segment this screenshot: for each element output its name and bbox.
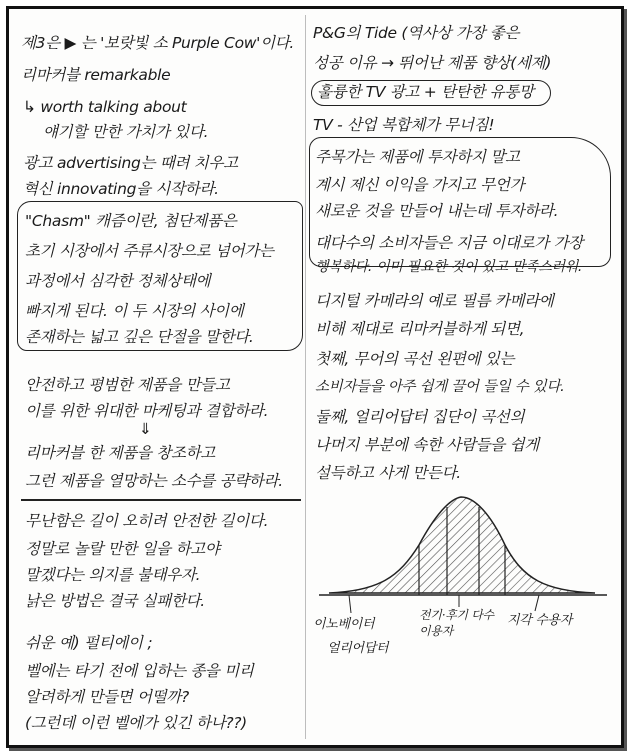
innovators-arrow [349, 595, 351, 613]
left-line-4: 얘기할 만한 가치가 있다. [43, 123, 209, 141]
left-line-19: 말겠다는 의지를 불태우자. [25, 566, 201, 584]
right-line-2: 성공 이유 → 뛰어난 제품 향상(세제) [313, 54, 552, 72]
right-line-6: 계시 제신 이익을 가지고 무언가 [315, 176, 525, 194]
right-line-9: 행복하다. 이미 필요한 것이 있고 만족스러워. [315, 259, 583, 275]
right-line-10: 디지털 카메라의 예로 필름 카메라에 [315, 292, 554, 310]
label-laggards: 지각 수용자 [507, 613, 573, 628]
right-line-7: 새로운 것을 만들어 내는데 투자하라. [315, 202, 559, 220]
label-majority: 전기·후기 다수이용자 [419, 608, 494, 638]
left-line-7: "Chasm" 캐즘이란, 첨단제품은 [25, 212, 237, 230]
label-innovators: 이노베이터 [313, 617, 375, 632]
left-line-9: 과정에서 심각한 정체상태에 [25, 272, 211, 290]
notebook-page [6, 6, 624, 748]
left-line-23: 알려하게 만들면 어떨까? [25, 688, 189, 706]
right-line-5: 주목가는 제품에 투자하지 말고 [315, 148, 520, 166]
right-line-14: 둘째, 얼리어답터 집단이 곡선의 [315, 408, 525, 426]
right-line-13: 소비자들을 아주 쉽게 끌어 들일 수 있다. [315, 379, 565, 395]
left-line-22: 벨에는 타기 전에 입하는 종을 미리 [25, 662, 254, 680]
left-line-5: 광고 advertising는 때려 치우고 [23, 154, 238, 172]
right-line-1: P&G의 Tide (역사상 가장 좋은 [313, 24, 520, 42]
left-line-3: ↳ worth talking about [23, 98, 187, 116]
right-line-11: 비해 제대로 리마커블하게 되면, [315, 320, 525, 338]
column-divider [305, 15, 306, 739]
left-line-15: 리마커블 한 제품을 창조하고 [25, 444, 215, 462]
left-line-8: 초기 시장에서 주류시장으로 넘어가는 [25, 242, 274, 260]
left-separator [21, 499, 301, 501]
left-line-6: 혁신 innovating을 시작하라. [23, 180, 219, 198]
left-line-16: 그런 제품을 열망하는 소수를 공략하라. [25, 472, 283, 490]
left-line-18: 정말로 놀랄 만한 일을 하고야 [25, 540, 220, 558]
left-line-1: 제3은 ▶ 는 '보랏빛 소 Purple Cow'이다. [21, 34, 295, 52]
right-line-3: 훌륭한 TV 광고 + 탄탄한 유통망 [317, 83, 534, 101]
left-line-21: 쉬운 예) 펄티에이 ; [25, 634, 153, 652]
left-line-11: 존재하는 넓고 깊은 단절을 말한다. [25, 328, 254, 346]
right-line-15: 나머지 부분에 속한 사람들을 쉽게 [315, 436, 539, 454]
laggards-arrow [535, 595, 539, 611]
left-line-24: (그런데 이런 벨에가 있긴 하나??) [25, 714, 247, 732]
right-line-4: TV - 산업 복합체가 무너짐! [313, 116, 495, 134]
right-line-8: 대다수의 소비자들은 지금 이대로가 가장 [315, 234, 583, 252]
left-line-12: 안전하고 평범한 제품을 만들고 [25, 376, 230, 394]
left-line-10: 빠지게 된다. 이 두 시장의 사이에 [25, 302, 244, 320]
bell-curve-shape [329, 497, 595, 593]
left-line-20: 낡은 방법은 결국 실패한다. [25, 592, 205, 610]
label-early-adopters: 얼리어답터 [327, 641, 389, 656]
right-line-12: 첫째, 무어의 곡선 왼편에 있는 [315, 350, 515, 368]
left-line-13: 이를 위한 위대한 마케팅과 결합하라. [25, 402, 269, 420]
left-line-2: 리마커블 remarkable [21, 66, 171, 84]
left-line-17: 무난함은 길이 오히려 안전한 길이다. [25, 512, 269, 530]
right-line-16: 설득하고 사게 만든다. [315, 464, 461, 482]
down-arrow: ⇓ [139, 420, 152, 438]
